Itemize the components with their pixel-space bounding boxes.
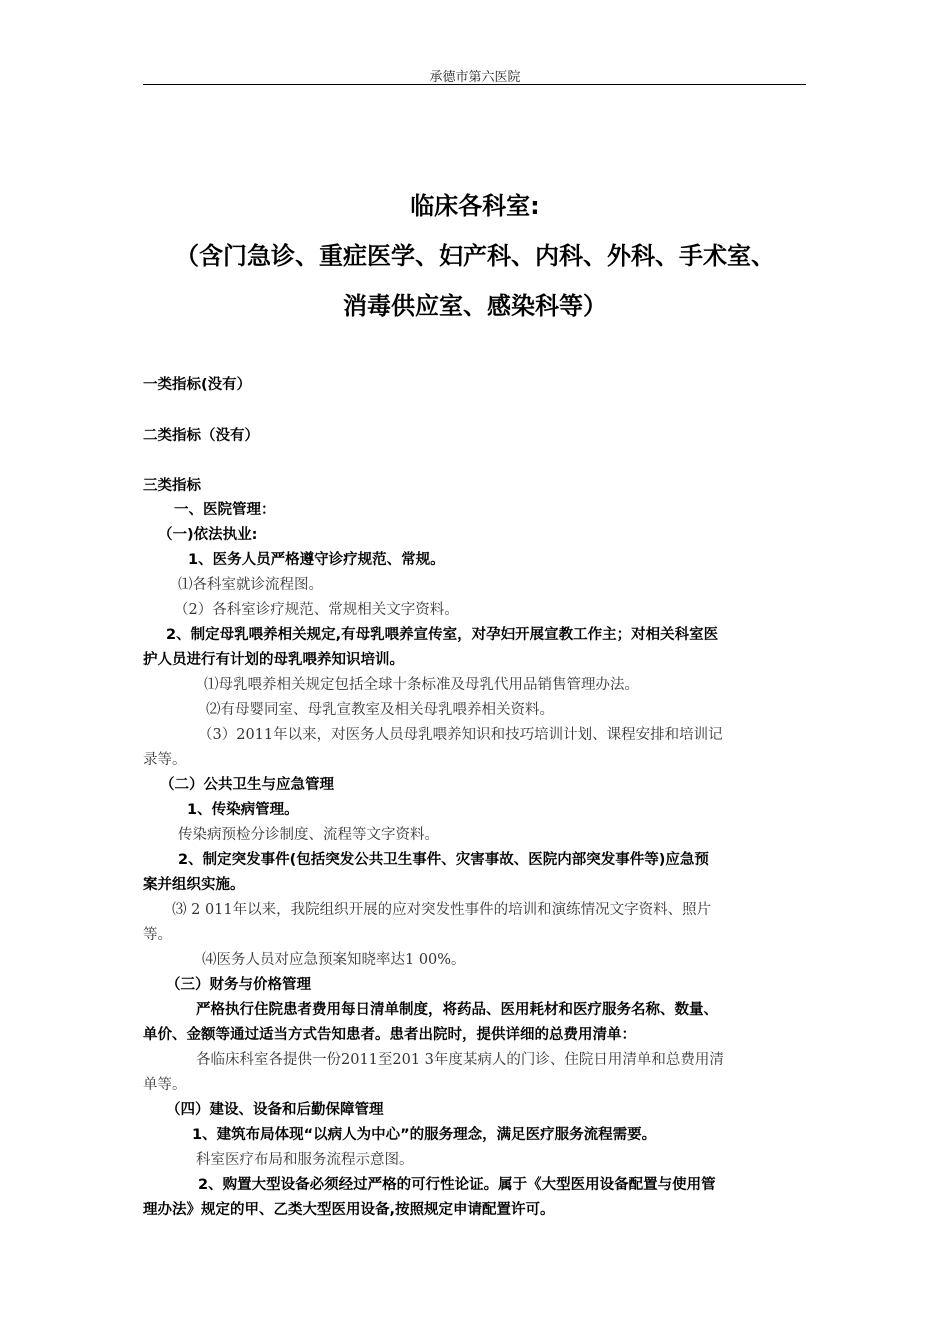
item-heading: 2、制定母乳喂养相关规定,有母乳喂养宣传室，对孕妇开展宣教工作主；对相关科室医: [166, 627, 719, 643]
title-line-3: 消毒供应室、感染科等）: [343, 292, 607, 320]
subsection-heading: （二）公共卫生与应急管理: [160, 777, 334, 793]
item-heading: 1、建筑布局体现“以病人为中心”的服务理念，满足医疗服务流程需要。: [192, 1127, 657, 1143]
category-two-heading: 二类指标（没有）: [143, 428, 259, 444]
category-three-heading: 三类指标: [143, 478, 201, 494]
list-item: ⑴母乳喂养相关规定包括全球十条标准及母乳代用品销售管理办法。: [204, 677, 639, 693]
section-heading: 一、医院管理：: [174, 502, 276, 518]
list-item: ⑶ 2 011年以来，我院组织开展的应对突发性事件的培训和演练情况文字资料、照片: [172, 902, 712, 918]
list-item: （3）2011年以来，对医务人员母乳喂养知识和技巧培训计划、课程安排和培训记: [198, 727, 723, 743]
paragraph-continued: 单价、金额等通过适当方式告知患者。患者出院时，提供详细的总费用清单：: [143, 1027, 636, 1043]
item-heading: 1、传染病管理。: [187, 802, 299, 818]
item-heading-continued: 护人员进行有计划的母乳喂养知识培训。: [143, 652, 404, 668]
paragraph: 各临床科室各提供一份2011至201 3年度某病人的门诊、住院日用清单和总费用清: [196, 1052, 724, 1068]
subsection-heading: （四）建设、设备和后勤保障管理: [166, 1102, 384, 1118]
item-heading: 2、购置大型设备必须经过严格的可行性论证。属于《大型医用设备配置与使用管: [198, 1177, 716, 1193]
list-item: 科室医疗布局和服务流程示意图。: [196, 1152, 414, 1168]
item-heading: 2、制定突发事件(包括突发公共卫生事件、灾害事故、医院内部突发事件等)应急预: [178, 852, 709, 868]
paragraph: 严格执行住院患者费用每日清单制度，将药品、医用耗材和医疗服务名称、数量、: [196, 1002, 718, 1018]
subsection-heading: （三）财务与价格管理: [166, 977, 311, 993]
subsection-heading: （一)依法执业:: [158, 527, 258, 543]
list-item: ⑴各科室就诊流程图。: [178, 577, 323, 593]
title-line-1: 临床各科室:: [410, 192, 540, 220]
category-one-heading: 一类指标(没有）: [143, 377, 252, 393]
header-divider: [143, 84, 806, 85]
title-line-2: （含门急诊、重症医学、妇产科、内科、外科、手术室、: [175, 242, 775, 270]
list-item: （2）各科室诊疗规范、常规相关文字资料。: [174, 602, 459, 618]
list-item: ⑷医务人员对应急预案知晓率达1 00%。: [202, 952, 466, 968]
list-item: ⑵有母婴同室、母乳宣教室及相关母乳喂养相关资料。: [206, 702, 554, 718]
list-item-continued: 等。: [143, 927, 172, 943]
item-heading-continued: 理办法》规定的甲、乙类大型医用设备,按照规定申请配置许可。: [143, 1202, 555, 1218]
item-heading: 1、医务人员严格遵守诊疗规范、常规。: [188, 552, 445, 568]
list-item-continued: 录等。: [143, 752, 187, 768]
paragraph-continued: 单等。: [143, 1077, 187, 1093]
list-item: 传染病预检分诊制度、流程等文字资料。: [178, 827, 439, 843]
page-header: 承德市第六医院: [429, 70, 521, 85]
item-heading-continued: 案并组织实施。: [143, 877, 245, 893]
